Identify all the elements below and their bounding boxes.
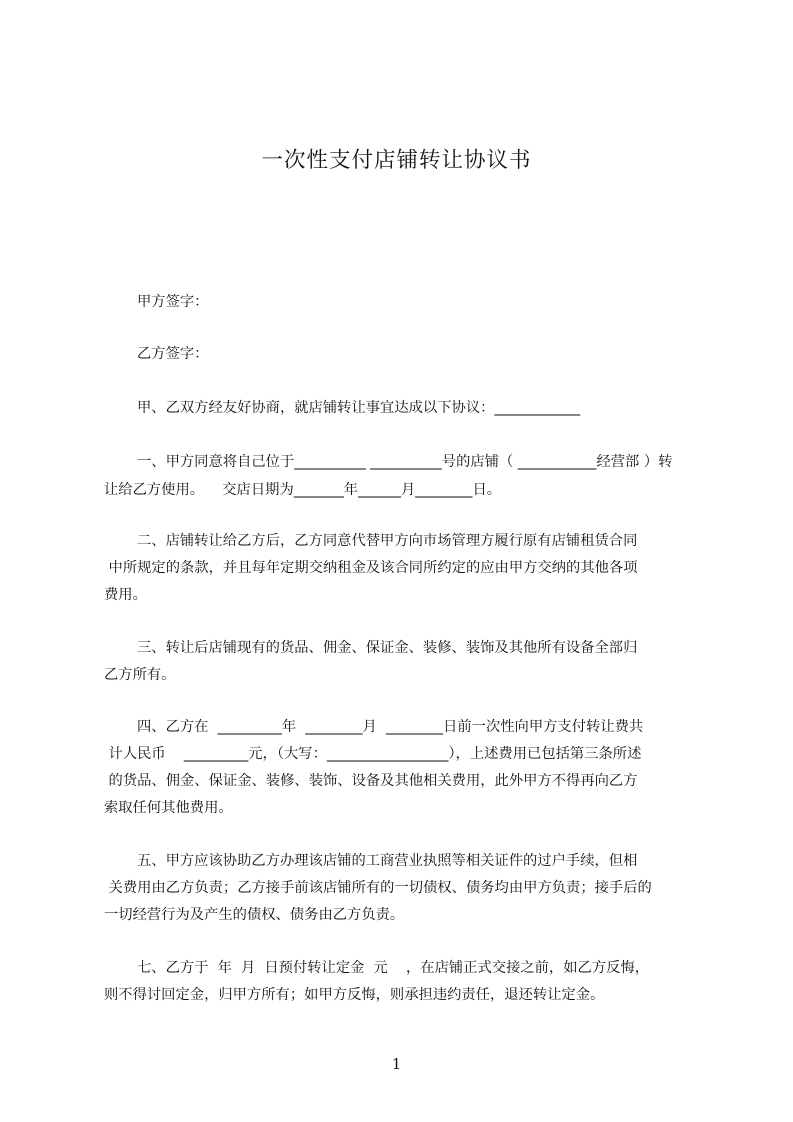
clause-7-line-1: 七、乙方于 年 月 日预付转让定金 元 ，在店铺正式交接之前，如乙方反悔， bbox=[137, 960, 650, 976]
clause-5-line-3: 一切经营行为及产生的债权、债务由乙方负责。 bbox=[104, 907, 405, 923]
party-a-signature-line: 甲方签字： bbox=[137, 294, 209, 310]
clause-2-line-2: 中所规定的条款，并且每年定期交纳租金及该合同所约定的应由甲方交纳的其他各项 bbox=[104, 560, 638, 576]
document-title: 一次性支付店铺转让协议书 bbox=[261, 148, 532, 173]
party-b-signature-line: 乙方签字： bbox=[137, 346, 209, 362]
clause-3-line-2: 乙方所有。 bbox=[104, 667, 176, 683]
clause-2-line-1: 二、店铺转让给乙方后，乙方同意代替甲方向市场管理方履行原有店铺租赁合同 bbox=[137, 533, 638, 549]
clause-4-line-1: 四、乙方在 _________年 ________月 ________日前一次性向甲方支付转让费共 bbox=[137, 719, 644, 735]
clause-7-line-2: 则不得讨回定金，归甲方所有；如甲方反悔，则承担违约责任，退还转让定金。 bbox=[104, 987, 605, 1003]
page-number: 1 bbox=[391, 1055, 402, 1073]
agreement-intro: 甲、乙双方经友好协商，就店铺转让事宜达成以下协议：____________ bbox=[137, 400, 581, 416]
clause-1-line-2: 让给乙方使用。 交店日期为_______年______月________日。 bbox=[104, 482, 502, 498]
clause-5-line-2: 关费用由乙方负责；乙方接手前该店铺所有的一切债权、债务均由甲方负责；接手后的 bbox=[104, 880, 652, 896]
clause-2-line-3: 费用。 bbox=[104, 587, 147, 603]
clause-4-line-4: 索取任何其他费用。 bbox=[104, 800, 233, 816]
clause-5-line-1: 五、甲方应该协助乙方办理该店铺的工商营业执照等相关证件的过户手续，但相 bbox=[137, 853, 638, 869]
clause-4-line-2: 计人民币 _________元，（大写：_________________），上述费用已包括第三条所述 bbox=[104, 746, 642, 762]
clause-1-line-1: 一、甲方同意将自己位于__________ __________号的店铺（ ___________经营部 ）转 bbox=[137, 454, 673, 470]
clause-3-line-1: 三、转让后店铺现有的货品、佣金、保证金、装修、装饰及其他所有设备全部归 bbox=[137, 640, 638, 656]
clause-4-line-3: 的货品、佣金、保证金、装修、装饰、设备及其他相关费用，此外甲方不得再向乙方 bbox=[104, 773, 638, 789]
